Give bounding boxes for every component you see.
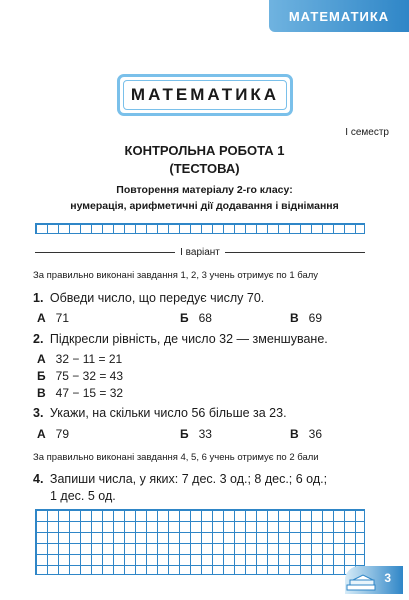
option-letter: А bbox=[37, 311, 46, 325]
variant-label: І варіант bbox=[180, 246, 220, 258]
task-1-option-c[interactable] bbox=[290, 311, 322, 325]
stacked-books-icon bbox=[345, 574, 379, 592]
task-3-option-b[interactable] bbox=[180, 427, 212, 441]
task-4 bbox=[33, 472, 327, 486]
divider-line-right bbox=[225, 252, 365, 253]
task-2-option-a[interactable] bbox=[37, 352, 122, 366]
task-3-number: 3. bbox=[33, 406, 44, 420]
option-letter: А bbox=[37, 427, 46, 441]
semester-label: І семестр bbox=[345, 127, 389, 138]
variant-divider bbox=[35, 245, 365, 259]
subject-tab-label: МАТЕМАТИКА bbox=[288, 8, 390, 24]
topic-line2: нумерація, арифметичні дії додавання і віднімання bbox=[70, 200, 339, 212]
subject-tab bbox=[269, 0, 409, 32]
answer-grid[interactable] bbox=[35, 509, 365, 575]
topic-line1: Повторення матеріалу 2-го класу: bbox=[116, 184, 293, 196]
task-2-option-b[interactable] bbox=[37, 369, 123, 383]
option-value: 79 bbox=[55, 427, 70, 441]
title-box bbox=[117, 74, 293, 116]
option-letter: Б bbox=[180, 427, 189, 441]
option-letter: А bbox=[37, 352, 46, 366]
option-value: 33 bbox=[198, 427, 212, 441]
test-title-line1: КОНТРОЛЬНА РОБОТА 1 bbox=[124, 143, 285, 158]
task-1-number: 1. bbox=[33, 291, 44, 305]
option-value: 75 − 32 = 43 bbox=[55, 369, 124, 383]
task-3 bbox=[33, 406, 287, 420]
option-letter: В bbox=[37, 386, 46, 400]
task-2 bbox=[33, 332, 328, 346]
task-3-text: Укажи, на скільки число 56 більше за 23. bbox=[49, 406, 287, 420]
divider-line-left bbox=[35, 252, 175, 253]
option-letter: В bbox=[290, 311, 299, 325]
page-number: 3 bbox=[384, 571, 391, 585]
task-2-text: Підкресли рівність, де число 32 — зменшуване. bbox=[49, 332, 328, 346]
task-2-option-c[interactable] bbox=[37, 386, 123, 400]
option-value: 69 bbox=[308, 311, 323, 325]
name-grid-strip[interactable] bbox=[35, 223, 365, 234]
task-4-number: 4. bbox=[33, 472, 44, 486]
option-letter: Б bbox=[180, 311, 189, 325]
option-value: 32 − 11 = 21 bbox=[55, 352, 123, 366]
task-3-option-c[interactable] bbox=[290, 427, 322, 441]
task-3-option-a[interactable] bbox=[37, 427, 69, 441]
option-value: 71 bbox=[55, 311, 70, 325]
option-value: 47 − 15 = 32 bbox=[55, 386, 124, 400]
show-through-text bbox=[250, 40, 253, 55]
option-value: 68 bbox=[198, 311, 212, 325]
task-4-continued: 1 дес. 5 од. bbox=[50, 489, 116, 503]
test-title-line2: (ТЕСТОВА) bbox=[169, 161, 240, 176]
task-2-number: 2. bbox=[33, 332, 44, 346]
option-value: 36 bbox=[308, 427, 323, 441]
task-1-option-a[interactable] bbox=[37, 311, 69, 325]
task-1-text: Обведи число, що передує числу 70. bbox=[49, 291, 265, 305]
task-1-option-b[interactable] bbox=[180, 311, 212, 325]
points-note-2: За правильно виконані завдання 4, 5, 6 учень отримує по 2 бали bbox=[33, 452, 319, 463]
option-letter: В bbox=[290, 427, 299, 441]
title-box-text: МАТЕМАТИКА bbox=[130, 85, 280, 104]
option-letter: Б bbox=[37, 369, 46, 383]
task-4-text-line1: Запиши числа, у яких: 7 дес. 3 од.; 8 дес.; 6 од.; bbox=[49, 472, 328, 486]
task-1 bbox=[33, 291, 264, 305]
points-note-1: За правильно виконані завдання 1, 2, 3 учень отримує по 1 балу bbox=[33, 270, 319, 281]
